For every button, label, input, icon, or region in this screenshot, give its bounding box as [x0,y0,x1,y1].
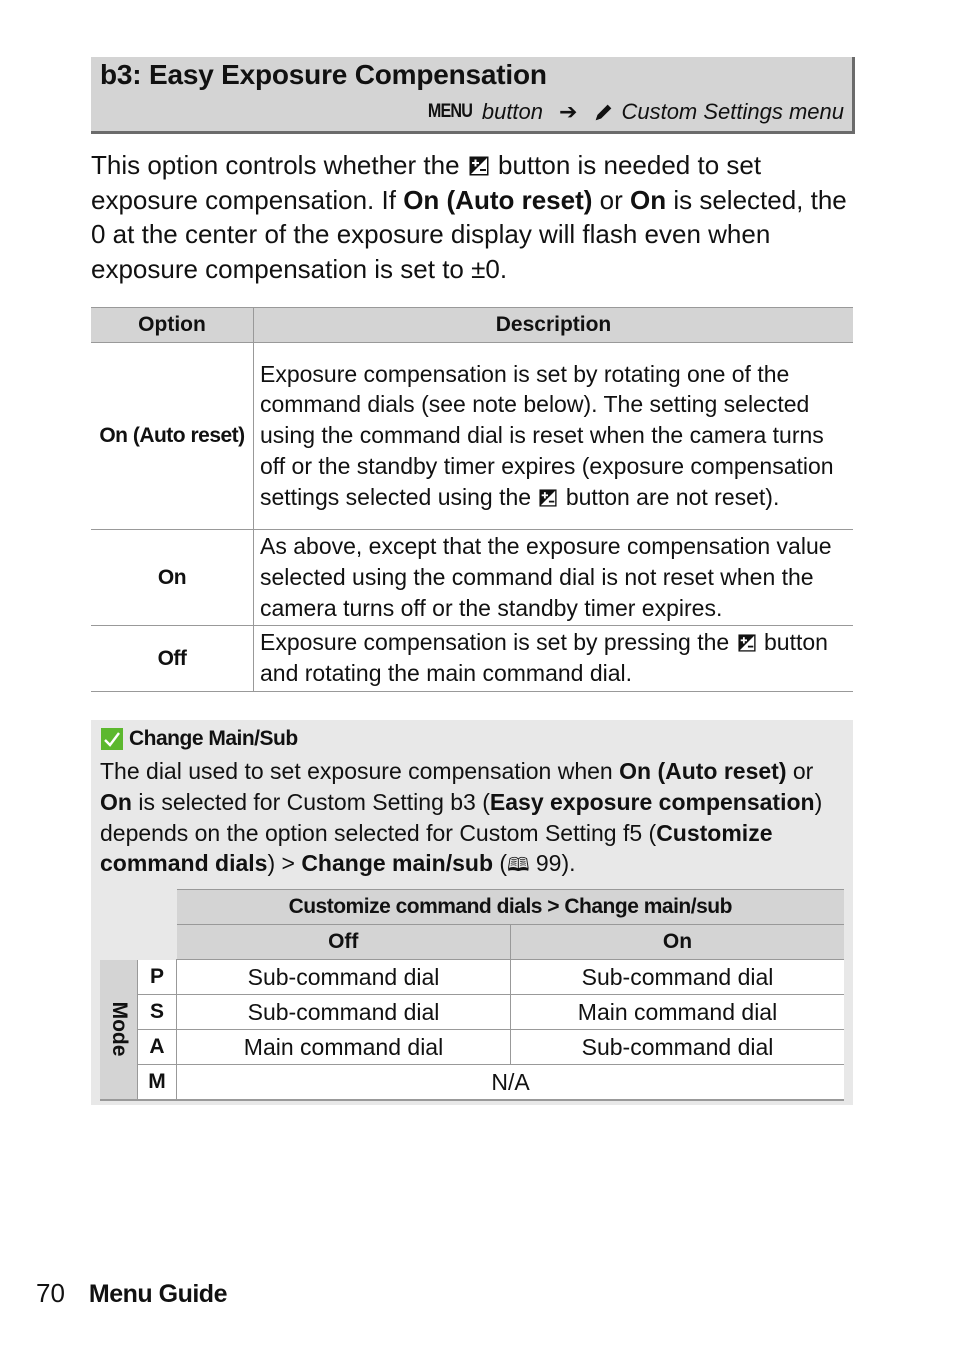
mode-table-title: Customize command dials > Change main/sub [177,890,845,925]
mode-label-cell [100,960,138,1101]
mode-a: A [138,1030,177,1065]
table-row [100,1065,844,1101]
exposure-compensation-icon [539,489,557,507]
note-bold: Easy exposure compensation [489,788,815,815]
exposure-compensation-icon [469,156,489,176]
description-text: Exposure compensation is set by pressing the [260,629,736,656]
header-option: Option [91,308,254,343]
book-icon: 🕮 [507,854,530,877]
table-row [91,530,853,626]
description-text: button and rotating the main command dial. [260,629,828,687]
note-text: or [786,758,814,784]
note-box [91,720,853,1105]
value-on: Sub-command dial [511,960,845,995]
intro-paragraph [91,148,861,286]
description-cell: As above, except that the exposure compensation value selected using the command dial is not reset when the camera turns off or the standby timer expires. [254,530,854,626]
intro-text-4: is selected, the 0 at the center of the exposure display will flash even when exposure compensation is set to ±0. [91,184,847,284]
value-on: Main command dial [511,995,845,1030]
intro-text-3: or [592,184,630,215]
menu-path [424,99,844,125]
mode-label: Mode [107,1001,131,1057]
note-paragraph [100,756,850,881]
mode-table-top-header-row [100,890,844,925]
note-text: The dial used to set exposure compensation when [100,758,620,784]
table-row [91,343,853,530]
value-on: Sub-command dial [511,1030,845,1065]
page-number: 70 [36,1278,65,1308]
option-on: On [91,530,254,626]
value-na: N/A [177,1065,845,1101]
note-text: ) depends on the option selected for Custom Setting f5 ( [100,788,823,846]
note-text: ) > [267,850,302,877]
footer-section: Menu Guide [88,1280,227,1308]
blank-corner [100,890,177,925]
page-title: b3: Easy Exposure Compensation [100,59,547,90]
table-header-row [91,308,853,343]
blank-corner [100,925,177,960]
option-on-auto-reset: On (Auto reset) [91,343,254,530]
note-text: 99). [529,850,576,877]
mode-p: P [138,960,177,995]
option-off: Off [91,626,254,692]
intro-text-2: button is needed to set exposure compensation. If [91,150,762,215]
intro-bold-1: On (Auto reset) [403,184,593,215]
section-header [91,57,855,134]
value-off: Main command dial [177,1030,511,1065]
description-text: button are not reset). [559,483,780,510]
intro-text-1: This option controls whether the [91,150,467,180]
col-on: On [511,925,845,960]
note-bold: On (Auto reset) [619,758,787,784]
note-title-text: Change Main/Sub [129,727,298,750]
mode-s: S [138,995,177,1030]
note-title [101,727,298,751]
check-icon [101,728,123,750]
header-description: Description [254,308,854,343]
menu-name: Custom Settings menu [621,99,844,124]
description-cell [254,343,854,530]
options-table [91,307,853,692]
table-row [100,960,844,995]
table-row [100,995,844,1030]
exposure-compensation-icon [738,634,756,652]
note-bold: On [100,788,132,815]
arrow-icon: ➔ [559,99,578,124]
description-text: Exposure compensation is set by rotating one of the command dials (see note below). The setting selected using the command dial is reset when the camera turns off or the standby timer expires (exposure compensation settings selected using the [260,360,834,510]
col-off: Off [177,925,511,960]
pencil-icon [593,101,615,123]
mode-table [100,889,844,1101]
button-word: button [481,99,544,124]
value-off: Sub-command dial [177,995,511,1030]
intro-bold-2: On [630,184,667,215]
mode-m: M [138,1065,177,1101]
note-text: ( [493,850,508,877]
menu-button-label: MENU [427,101,472,122]
table-row [100,1030,844,1065]
mode-table-sub-header-row [100,925,844,960]
table-row [91,626,853,692]
note-text: is selected for Custom Setting b3 ( [131,788,490,815]
value-off: Sub-command dial [177,960,511,995]
description-cell [254,626,854,692]
note-bold: Customize command dials [100,819,773,877]
page-footer [36,1278,227,1309]
note-bold: Change main/sub [301,850,494,877]
